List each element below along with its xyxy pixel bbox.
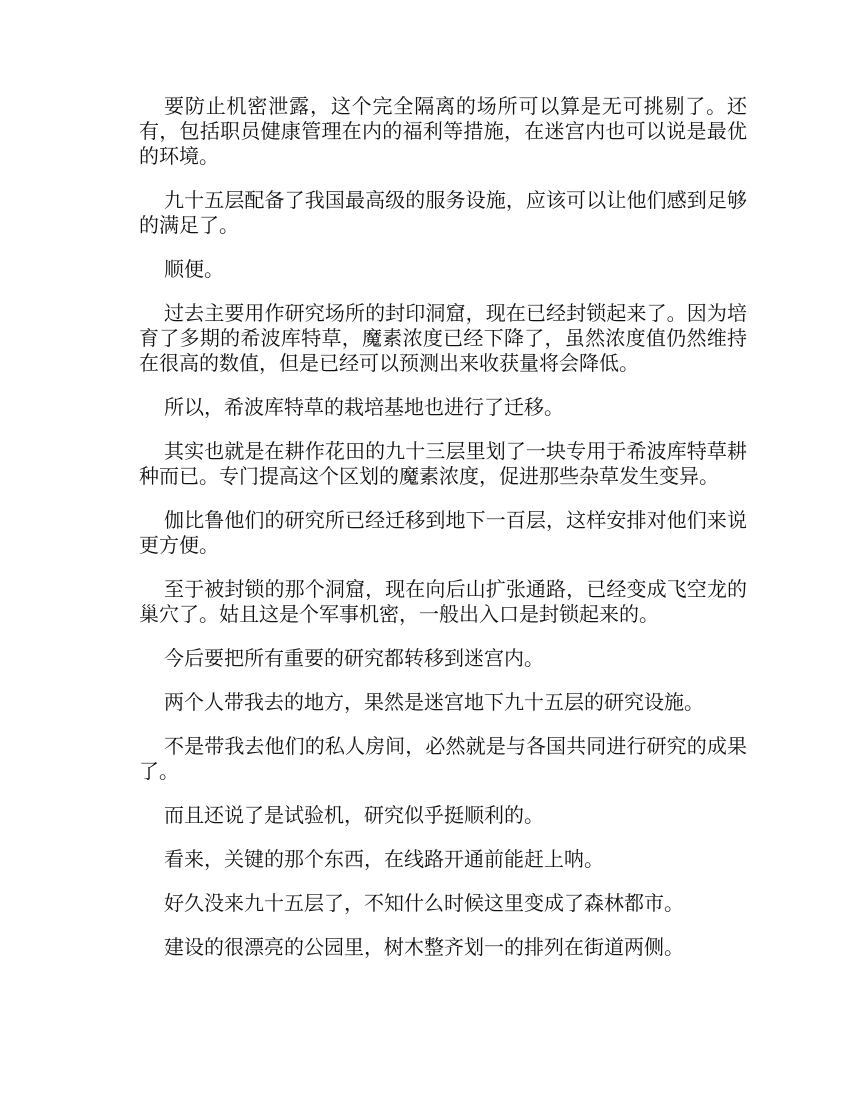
document-body (139, 94, 747, 979)
paragraph: 好久没来九十五层了，不知什么时候这里变成了森林都市。 (164, 891, 684, 915)
paragraph: 九十五层配备了我国最高级的服务设施，应该可以让他们感到足够的满足了。 (139, 188, 747, 237)
paragraph: 要防止机密泄露，这个完全隔离的场所可以算是无可挑剔了。还有，包括职员健康管理在内的福利等措施，在迷宫内也可以说是最优的环境。 (139, 94, 747, 168)
paragraph: 而且还说了是试验机，研究似乎挺顺利的。 (164, 803, 544, 827)
paragraph: 建设的很漂亮的公园里，树木整齐划一的排列在街道两侧。 (164, 935, 684, 959)
paragraph: 不是带我去他们的私人房间，必然就是与各国共同进行研究的成果了。 (139, 734, 747, 783)
paragraph: 顺便。 (164, 257, 224, 281)
paragraph: 至于被封锁的那个洞窟，现在向后山扩张通路，已经变成飞空龙的巢穴了。姑且这是个军事机密，一般出入口是封锁起来的。 (139, 577, 747, 626)
paragraph: 看来，关键的那个东西，在线路开通前能赶上呐。 (164, 847, 604, 871)
paragraph: 两个人带我去的地方，果然是迷宫地下九十五层的研究设施。 (164, 690, 704, 714)
paragraph: 伽比鲁他们的研究所已经迁移到地下一百层，这样安排对他们来说更方便。 (139, 508, 747, 557)
paragraph: 所以，希波库特草的栽培基地也进行了迁移。 (164, 395, 564, 419)
paragraph: 今后要把所有重要的研究都转移到迷宫内。 (164, 646, 544, 670)
paragraph: 其实也就是在耕作花田的九十三层里划了一块专用于希波库特草耕种而已。专门提高这个区划的魔素浓度，促进那些杂草发生变异。 (139, 439, 747, 488)
paragraph: 过去主要用作研究场所的封印洞窟，现在已经封锁起来了。因为培育了多期的希波库特草，魔素浓度已经下降了，虽然浓度值仍然维持在很高的数值，但是已经可以预测出来收获量将会降低。 (139, 301, 747, 375)
